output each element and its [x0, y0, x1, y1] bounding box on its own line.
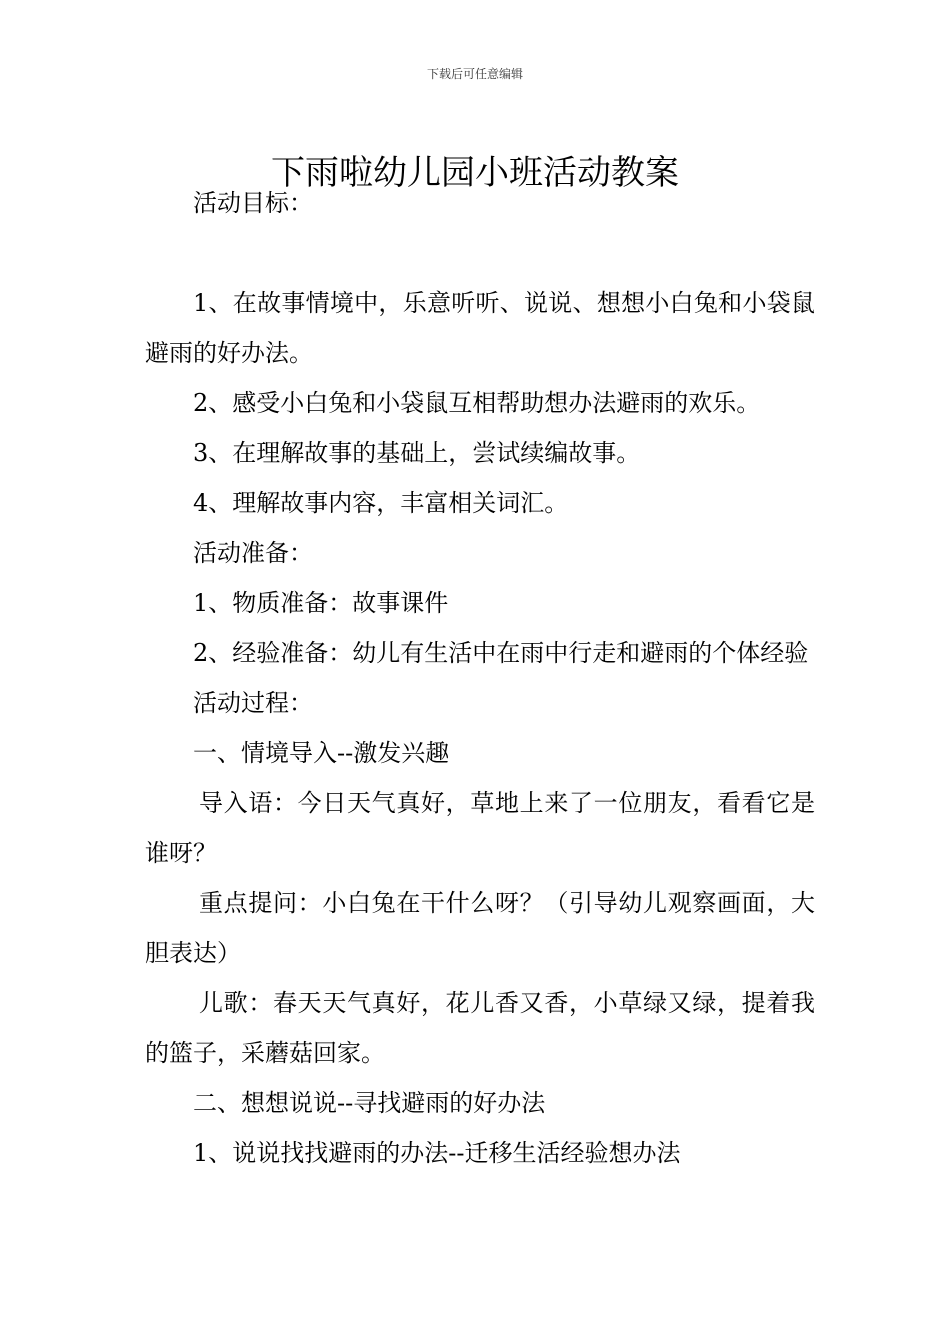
- prep-item: 1、物质准备：故事课件: [193, 589, 449, 617]
- prep-heading: 活动准备：: [193, 539, 313, 567]
- process-substep: 1、说说找找避雨的办法--迁移生活经验想办法: [193, 1139, 681, 1167]
- process-heading: 活动过程：: [193, 689, 313, 717]
- header-note: 下载后可任意编辑: [426, 67, 523, 81]
- goal-item: 2、感受小白兔和小袋鼠互相帮助想办法避雨的欢乐。: [193, 389, 761, 417]
- prep-item: 2、经验准备：幼儿有生活中在雨中行走和避雨的个体经验: [193, 639, 809, 667]
- blank-line: [145, 228, 815, 278]
- goal-item: 4、理解故事内容，丰富相关词汇。: [193, 489, 569, 517]
- goal-item: 1、在故事情境中，乐意听听、说说、想想小白兔和小袋鼠避雨的好办法。: [145, 289, 815, 367]
- process-step: 二、想想说说--寻找避雨的好办法: [193, 1089, 546, 1117]
- document-title: 下雨啦幼儿园小班活动教案: [271, 152, 679, 193]
- goal-item: 3、在理解故事的基础上，尝试续编故事。: [193, 439, 641, 467]
- document-body: [145, 178, 815, 1178]
- process-intro: 导入语：今日天气真好，草地上来了一位朋友，看看它是谁呀？: [145, 789, 815, 867]
- process-step: 一、情境导入--激发兴趣: [193, 739, 450, 767]
- goals-heading: 活动目标：: [193, 189, 313, 217]
- process-song: 儿歌：春天天气真好，花儿香又香，小草绿又绿，提着我的篮子，采蘑菇回家。: [145, 989, 815, 1067]
- process-question: 重点提问：小白兔在干什么呀？（引导幼儿观察画面，大胆表达）: [145, 889, 815, 967]
